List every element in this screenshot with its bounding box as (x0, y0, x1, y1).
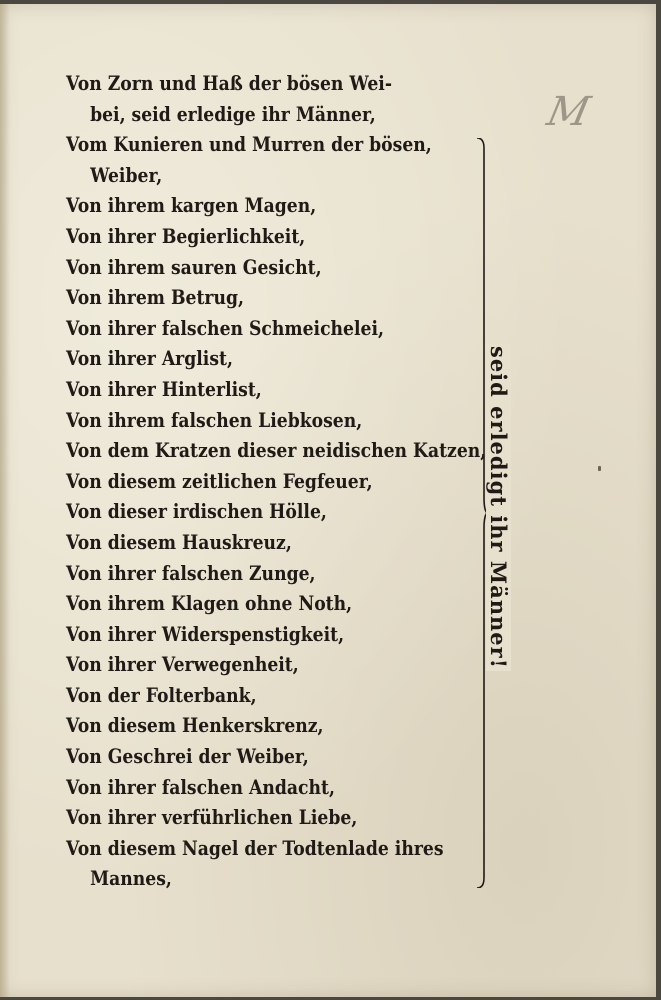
page-edge-shadow (0, 4, 10, 997)
text-line: Von ihrer Verwegenheit, (66, 652, 299, 677)
text-line: Von diesem zeitlichen Fegfeuer, (66, 468, 373, 493)
text-line: Von ihrem falschen Liebkosen, (66, 407, 363, 432)
margin-pencil-mark: M (543, 89, 590, 135)
text-line: Von diesem Nagel der Todtenlade ihres (66, 835, 444, 860)
document-page (0, 4, 656, 997)
text-line: Von diesem Henkerskrenz, (66, 713, 324, 738)
paper-speck (598, 466, 601, 471)
text-line: Von diesem Hauskreuz, (66, 529, 292, 554)
text-line: Von ihrem kargen Magen, (66, 193, 317, 218)
text-line: Von dem Kratzen dieser neidischen Katzen, (66, 438, 487, 463)
text-line: Von ihrer Hinterlist, (66, 376, 262, 401)
text-line: Von ihrem Klagen ohne Noth, (66, 591, 353, 616)
text-line: Von der Folterbank, (66, 682, 257, 707)
text-line: Vom Kunieren und Murren der bösen, (66, 132, 432, 157)
text-line: Von ihrer falschen Zunge, (66, 560, 316, 585)
text-line: bei, seid erledige ihr Männer, (90, 101, 376, 126)
text-line: Von ihrer falschen Andacht, (66, 774, 335, 799)
text-line: Von ihrer verführlichen Liebe, (66, 805, 358, 830)
text-line: Weiber, (90, 162, 163, 187)
text-line: Von Geschrei der Weiber, (66, 744, 309, 769)
text-line: Von ihrem Betrug, (66, 285, 244, 310)
text-line: Von ihrer Arglist, (66, 346, 233, 371)
text-line: Mannes, (90, 866, 172, 891)
text-line: Von ihrer Begierlichkeit, (66, 223, 306, 248)
text-line: Von ihrem sauren Gesicht, (66, 254, 322, 279)
refrain-vertical-text: seid erledigt ihr Männer! (486, 346, 511, 669)
text-line: Von dieser irdischen Hölle, (66, 499, 327, 524)
text-line: Von ihrer falschen Schmeichelei, (66, 315, 384, 340)
text-line: Von Zorn und Haß der bösen Wei- (66, 71, 392, 95)
text-line: Von ihrer Widerspenstigkeit, (66, 621, 345, 646)
